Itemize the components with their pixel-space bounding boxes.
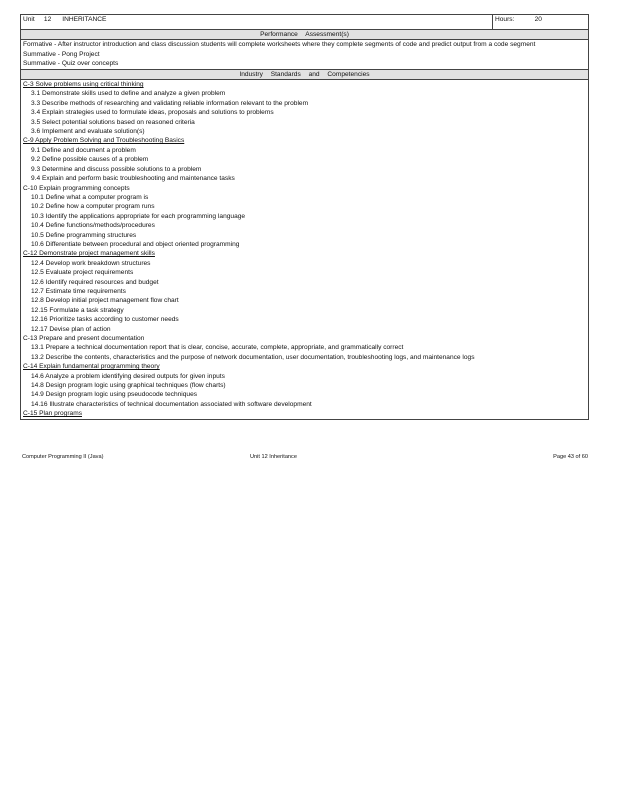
competency-item: 12.16 Prioritize tasks according to customer needs bbox=[31, 316, 179, 324]
competency-title: C-13 Prepare and present documentation bbox=[23, 335, 145, 342]
competency-item: 9.3 Determine and discuss possible solutions to a problem bbox=[31, 165, 202, 173]
competency-item: 12.6 Identify required resources and budget bbox=[31, 278, 159, 286]
competency-item: 12.4 Develop work breakdown structures bbox=[31, 259, 151, 267]
performance-heading: Performance Assessment(s) bbox=[21, 30, 589, 40]
unit-title: INHERITANCE bbox=[62, 16, 107, 23]
competency-item: 13.1 Prepare a technical documentation report that is clear, concise, accurate, complete, appropriate, and grammatically correct bbox=[31, 344, 404, 352]
competency-title: C-14 Explain fundamental programming theory bbox=[23, 363, 160, 371]
competency-title: C-15 Plan programs bbox=[23, 410, 83, 418]
standards-heading-row bbox=[21, 69, 589, 79]
competency-item: 10.3 Identify the applications appropriate for each programming language bbox=[31, 212, 246, 220]
competency-item: 13.2 Describe the contents, characteristics and the purpose of network documentation, user documentation, troubleshooting logs, and maintenance logs bbox=[31, 353, 475, 361]
standards-row bbox=[21, 80, 589, 420]
competency-item: 10.4 Define functions/methods/procedures bbox=[31, 222, 155, 230]
competency-item: 10.2 Define how a computer program runs bbox=[31, 203, 155, 211]
standards-cell bbox=[21, 80, 589, 420]
competency-item: 14.16 Illustrate characteristics of technical documentation associated with software development bbox=[31, 400, 312, 408]
curriculum-page bbox=[20, 14, 588, 420]
competency-title: C-9 Apply Problem Solving and Troubleshooting Basics bbox=[23, 137, 185, 145]
unit-label: Unit bbox=[23, 16, 35, 23]
competency-item: 3.5 Select potential solutions based on reasoned criteria bbox=[31, 118, 195, 126]
competency-item: 10.6 Differentiate between procedural and object oriented programming bbox=[31, 240, 240, 248]
unit-cell bbox=[21, 15, 493, 30]
competency-item: 12.8 Develop initial project management flow chart bbox=[31, 297, 179, 305]
competency-item: 3.1 Demonstrate skills used to define and analyze a given problem bbox=[31, 90, 226, 98]
assessment-line: Summative - Pong Project bbox=[23, 50, 100, 58]
assessments-cell bbox=[21, 40, 589, 69]
competency-title: C-10 Explain programming concepts bbox=[23, 184, 130, 192]
competency-item: 12.15 Formulate a task strategy bbox=[31, 306, 124, 314]
footer-page-number: Page 43 of 60 bbox=[553, 454, 588, 460]
standards-heading: Industry Standards and Competencies bbox=[21, 69, 589, 79]
competency-item: 12.7 Estimate time requirements bbox=[31, 287, 126, 295]
competency-item: 12.5 Evaluate project requirements bbox=[31, 269, 134, 277]
unit-header-row bbox=[21, 15, 589, 30]
hours-value: 20 bbox=[534, 16, 542, 23]
assessment-line: Summative - Quiz over concepts bbox=[23, 60, 119, 68]
competency-item: 10.5 Define programming structures bbox=[31, 231, 137, 239]
footer-course: Computer Programming II (Java) bbox=[22, 454, 104, 460]
competency-item: 9.2 Define possible causes of a problem bbox=[31, 156, 149, 164]
competency-item: 9.1 Define and document a problem bbox=[31, 146, 136, 154]
competency-title: C-12 Demonstrate project management skills bbox=[23, 250, 155, 258]
hours-cell bbox=[493, 15, 589, 30]
competency-item: 3.3 Describe methods of researching and validating reliable information relevant to the problem bbox=[31, 99, 309, 107]
competency-item: 3.6 Implement and evaluate solution(s) bbox=[31, 128, 145, 136]
unit-table bbox=[20, 14, 589, 420]
competency-item: 14.6 Analyze a problem identifying desired outputs for given inputs bbox=[31, 372, 225, 380]
performance-heading-row bbox=[21, 30, 589, 40]
competency-item: 14.8 Design program logic using graphical techniques (flow charts) bbox=[31, 382, 226, 390]
unit-number: 12 bbox=[43, 16, 52, 23]
assessment-line: Formative - After instructor introduction and class discussion students will complete worksheets where they complete segments of code and predict output from a code segment bbox=[23, 41, 536, 49]
competency-item: 10.1 Define what a computer program is bbox=[31, 193, 149, 201]
competency-item: 9.4 Explain and perform basic troubleshooting and maintenance tasks bbox=[31, 175, 235, 183]
competency-item: 3.4 Explain strategies used to formulate ideas, proposals and solutions to problems bbox=[31, 109, 274, 117]
assessments-row bbox=[21, 40, 589, 69]
hours-label: Hours: bbox=[495, 16, 515, 23]
competency-item: 12.17 Devise plan of action bbox=[31, 325, 111, 333]
competency-title: C-3 Solve problems using critical thinking bbox=[23, 81, 144, 89]
footer-unit: Unit 12 Inheritance bbox=[250, 454, 297, 460]
competency-item: 14.9 Design program logic using pseudocode techniques bbox=[31, 391, 198, 399]
